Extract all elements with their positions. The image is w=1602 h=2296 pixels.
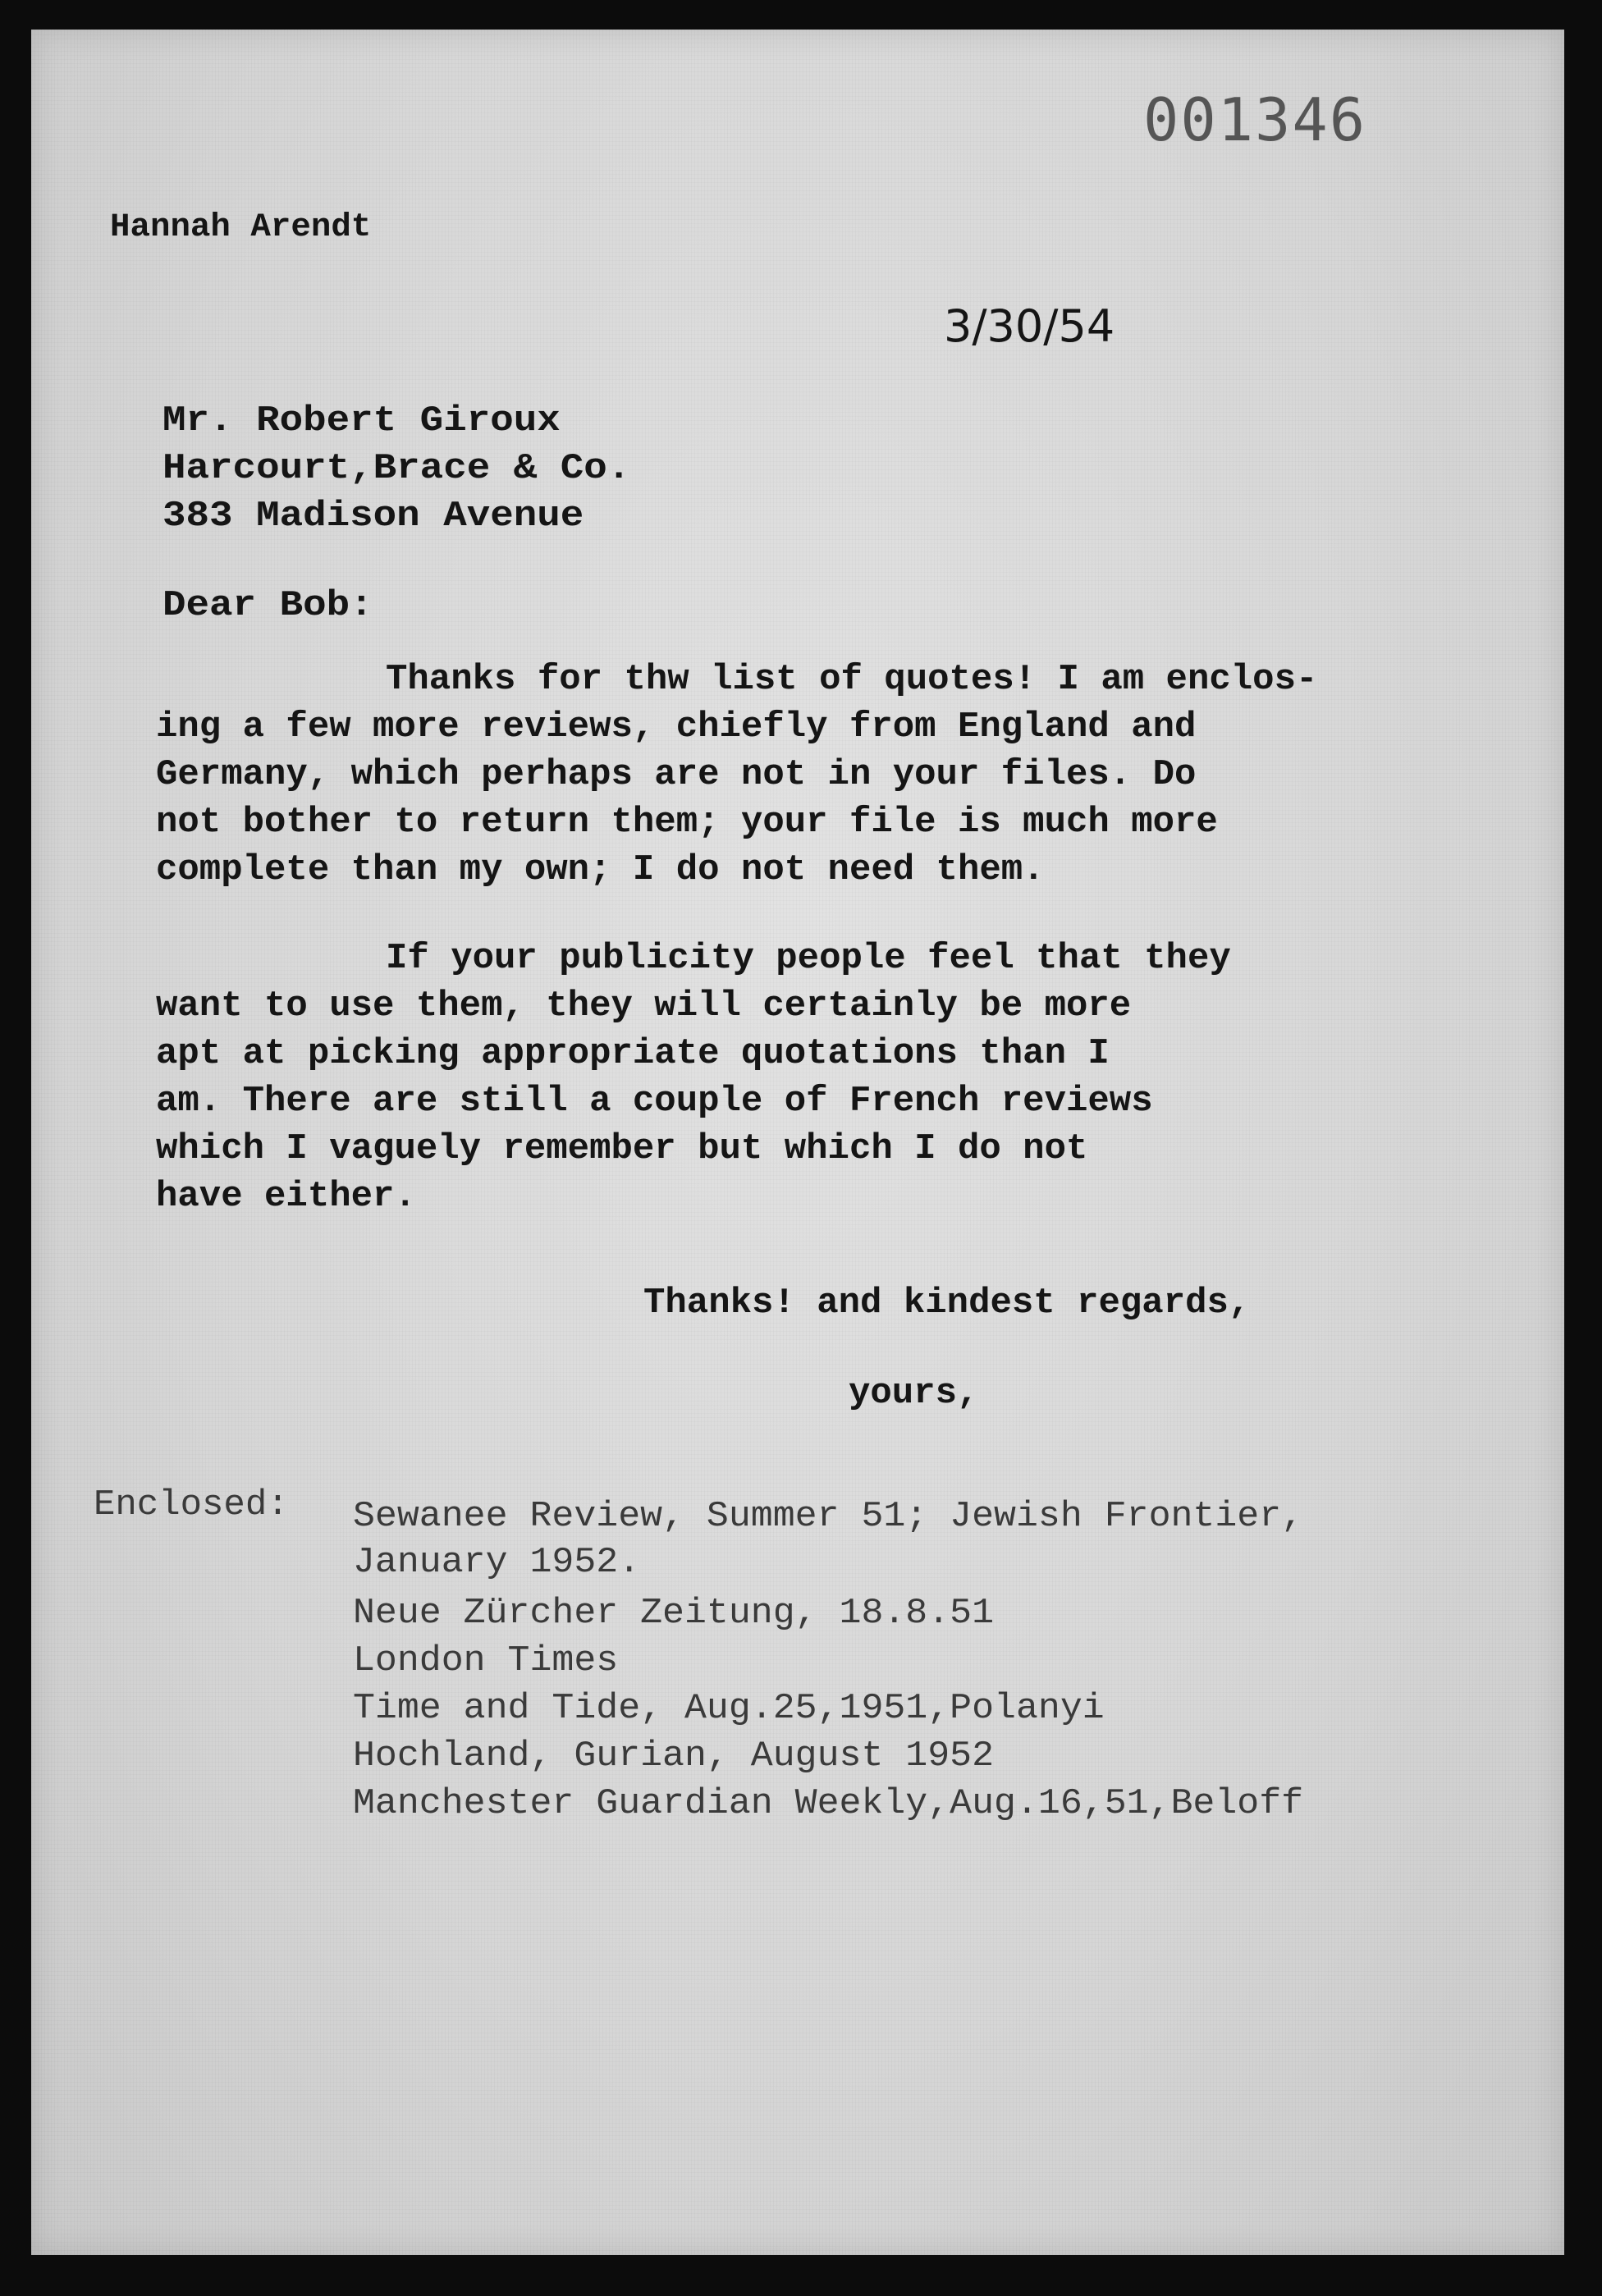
enclosure-item: Time and Tide, Aug.25,1951,Polanyi — [353, 1688, 1105, 1729]
enclosure-item: London Times — [353, 1640, 619, 1681]
text-line: not bother to return them; your file is much more — [156, 802, 1218, 843]
sender-name: Hannah Arendt — [110, 209, 372, 246]
recipient-company: Harcourt,Brace & Co. — [162, 448, 631, 489]
text-line: Thanks for thw list of quotes! I am enclos- — [386, 659, 1318, 700]
text-line: ing a few more reviews, chiefly from England and — [156, 707, 1197, 748]
enclosure-item: Manchester Guardian Weekly,Aug.16,51,Beloff — [353, 1783, 1304, 1824]
text-line: have either. — [156, 1176, 416, 1217]
text-line: apt at picking appropriate quotations than I — [156, 1033, 1110, 1074]
enclosure-item: Neue Zürcher Zeitung, 18.8.51 — [353, 1593, 995, 1634]
salutation: Dear Bob: — [162, 585, 373, 626]
letter-date: 3/30/54 — [944, 300, 1115, 352]
archive-stamp-number: 001346 — [1143, 85, 1367, 154]
recipient-address: 383 Madison Avenue — [162, 496, 584, 537]
text-line: Germany, which perhaps are not in your files. Do — [156, 754, 1197, 795]
text-line: want to use them, they will certainly be more — [156, 986, 1132, 1027]
enclosed-label: Enclosed: — [94, 1484, 289, 1525]
text-line: If your publicity people feel that they — [386, 938, 1231, 979]
signoff: yours, — [849, 1373, 979, 1414]
closing-line: Thanks! and kindest regards, — [643, 1283, 1251, 1324]
enclosure-item: Sewanee Review, Summer 51; Jewish Frontier, — [353, 1496, 1304, 1537]
enclosure-item: January 1952. — [353, 1542, 641, 1583]
text-line: complete than my own; I do not need them. — [156, 849, 1045, 890]
enclosure-item: Hochland, Gurian, August 1952 — [353, 1736, 995, 1777]
text-line: am. There are still a couple of French reviews — [156, 1081, 1153, 1122]
text-line: which I vaguely remember but which I do not — [156, 1128, 1088, 1169]
recipient-name: Mr. Robert Giroux — [162, 400, 561, 441]
letter-page — [31, 30, 1564, 2255]
